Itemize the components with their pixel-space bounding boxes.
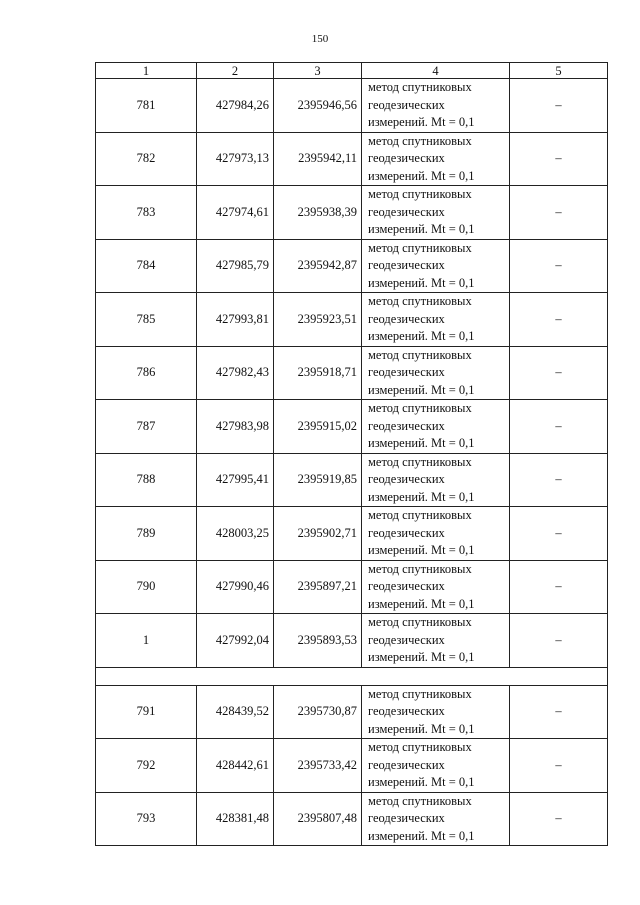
col5-value: – — [510, 293, 608, 347]
method-line: метод спутниковых — [368, 686, 472, 701]
coord-y: 2395942,87 — [274, 239, 362, 293]
coord-y: 2395915,02 — [274, 400, 362, 454]
point-number: 781 — [96, 79, 197, 133]
point-number: 788 — [96, 453, 197, 507]
table-row — [96, 400, 608, 454]
point-number: 790 — [96, 560, 197, 614]
table-header — [96, 63, 608, 79]
coordinates-table — [95, 62, 608, 846]
coord-x: 428442,61 — [197, 739, 274, 793]
point-number: 1 — [96, 614, 197, 668]
method-line: метод спутниковых — [368, 80, 472, 94]
method-line: геодезических — [368, 472, 445, 486]
col5-value: – — [510, 186, 608, 240]
method-line: метод спутниковых — [368, 240, 472, 255]
col5-value: – — [510, 507, 608, 561]
coord-x: 427984,26 — [197, 79, 274, 133]
method-line: геодезических — [368, 258, 445, 272]
coord-x: 427973,13 — [197, 132, 274, 186]
method-line: метод спутниковых — [368, 347, 472, 362]
page-number: 150 — [311, 33, 329, 45]
method-line: геодезических — [368, 704, 445, 718]
method-line: метод спутниковых — [368, 508, 472, 522]
method-description — [362, 739, 510, 793]
col5-value: – — [510, 400, 608, 454]
method-line: измерений. Mt = 0,1 — [368, 222, 475, 236]
coord-y: 2395730,87 — [274, 685, 362, 739]
method-line: измерений. Mt = 0,1 — [368, 828, 475, 843]
method-description — [362, 239, 510, 293]
table-row — [96, 79, 608, 133]
method-description — [362, 685, 510, 739]
coord-y: 2395946,56 — [274, 79, 362, 133]
method-line: измерений. Mt = 0,1 — [368, 543, 475, 557]
table-body — [96, 79, 608, 846]
header-col-3: 3 — [274, 63, 362, 79]
coord-x: 427985,79 — [197, 239, 274, 293]
method-line: геодезических — [368, 811, 445, 825]
method-line: метод спутниковых — [368, 561, 472, 576]
col5-value: – — [510, 685, 608, 739]
coord-y: 2395807,48 — [274, 792, 362, 846]
table-row — [96, 560, 608, 614]
method-line: измерений. Mt = 0,1 — [368, 329, 475, 343]
method-description — [362, 186, 510, 240]
header-col-4: 4 — [362, 63, 510, 79]
table-row — [96, 293, 608, 347]
method-description — [362, 132, 510, 186]
method-line: геодезических — [368, 204, 445, 219]
header-col-5: 5 — [510, 63, 608, 79]
header-col-2: 2 — [197, 63, 274, 79]
spacer-cell — [96, 667, 608, 685]
point-number: 782 — [96, 132, 197, 186]
method-description — [362, 453, 510, 507]
col5-value: – — [510, 560, 608, 614]
coord-y: 2395918,71 — [274, 346, 362, 400]
method-line: измерений. Mt = 0,1 — [368, 115, 475, 129]
method-line: метод спутниковых — [368, 294, 472, 308]
table-row — [96, 685, 608, 739]
method-line: метод спутниковых — [368, 793, 472, 808]
coord-x: 427990,46 — [197, 560, 274, 614]
table-row — [96, 739, 608, 793]
method-line: измерений. Mt = 0,1 — [368, 775, 475, 789]
point-number: 786 — [96, 346, 197, 400]
header-col-1: 1 — [96, 63, 197, 79]
coord-y: 2395919,85 — [274, 453, 362, 507]
method-line: метод спутниковых — [368, 187, 472, 201]
coord-y: 2395733,42 — [274, 739, 362, 793]
point-number: 787 — [96, 400, 197, 454]
point-number: 791 — [96, 685, 197, 739]
table-row — [96, 453, 608, 507]
col5-value: – — [510, 132, 608, 186]
method-line: метод спутниковых — [368, 454, 472, 469]
table-row — [96, 239, 608, 293]
method-description — [362, 79, 510, 133]
method-line: измерений. Mt = 0,1 — [368, 721, 475, 736]
col5-value: – — [510, 79, 608, 133]
method-line: метод спутниковых — [368, 133, 472, 148]
coord-x: 427974,61 — [197, 186, 274, 240]
point-number: 792 — [96, 739, 197, 793]
method-line: метод спутниковых — [368, 740, 472, 754]
coord-x: 427993,81 — [197, 293, 274, 347]
coord-y: 2395893,53 — [274, 614, 362, 668]
coord-x: 427982,43 — [197, 346, 274, 400]
method-description — [362, 792, 510, 846]
col5-value: – — [510, 739, 608, 793]
method-line: геодезических — [368, 757, 445, 772]
method-description — [362, 293, 510, 347]
coord-y: 2395923,51 — [274, 293, 362, 347]
coord-x: 427983,98 — [197, 400, 274, 454]
coord-x: 427992,04 — [197, 614, 274, 668]
table-row — [96, 507, 608, 561]
method-line: измерений. Mt = 0,1 — [368, 489, 475, 504]
point-number: 789 — [96, 507, 197, 561]
point-number: 784 — [96, 239, 197, 293]
point-number: 793 — [96, 792, 197, 846]
method-line: геодезических — [368, 418, 445, 433]
point-number: 783 — [96, 186, 197, 240]
table-row — [96, 346, 608, 400]
coord-x: 428439,52 — [197, 685, 274, 739]
coord-y: 2395942,11 — [274, 132, 362, 186]
method-description — [362, 614, 510, 668]
method-line: геодезических — [368, 632, 445, 647]
col5-value: – — [510, 453, 608, 507]
method-description — [362, 507, 510, 561]
method-line: геодезических — [368, 365, 445, 379]
method-description — [362, 346, 510, 400]
method-line: измерений. Mt = 0,1 — [368, 168, 475, 183]
method-line: измерений. Mt = 0,1 — [368, 275, 475, 290]
method-line: измерений. Mt = 0,1 — [368, 436, 475, 450]
point-number: 785 — [96, 293, 197, 347]
table-row — [96, 614, 608, 668]
spacer-row — [96, 667, 608, 685]
coord-x: 427995,41 — [197, 453, 274, 507]
coord-x: 428003,25 — [197, 507, 274, 561]
table-row — [96, 132, 608, 186]
method-description — [362, 560, 510, 614]
coord-y: 2395897,21 — [274, 560, 362, 614]
col5-value: – — [510, 792, 608, 846]
table-row — [96, 792, 608, 846]
method-line: метод спутниковых — [368, 615, 472, 629]
coord-y: 2395938,39 — [274, 186, 362, 240]
col5-value: – — [510, 346, 608, 400]
coord-y: 2395902,71 — [274, 507, 362, 561]
method-line: геодезических — [368, 579, 445, 593]
method-description — [362, 400, 510, 454]
table-row — [96, 186, 608, 240]
method-line: измерений. Mt = 0,1 — [368, 596, 475, 611]
method-line: геодезических — [368, 97, 445, 112]
method-line: геодезических — [368, 151, 445, 165]
method-line: измерений. Mt = 0,1 — [368, 650, 475, 664]
header-row — [96, 63, 608, 79]
col5-value: – — [510, 614, 608, 668]
col5-value: – — [510, 239, 608, 293]
method-line: измерений. Mt = 0,1 — [368, 382, 475, 397]
method-line: геодезических — [368, 311, 445, 326]
method-line: геодезических — [368, 525, 445, 540]
method-line: метод спутниковых — [368, 401, 472, 415]
coord-x: 428381,48 — [197, 792, 274, 846]
